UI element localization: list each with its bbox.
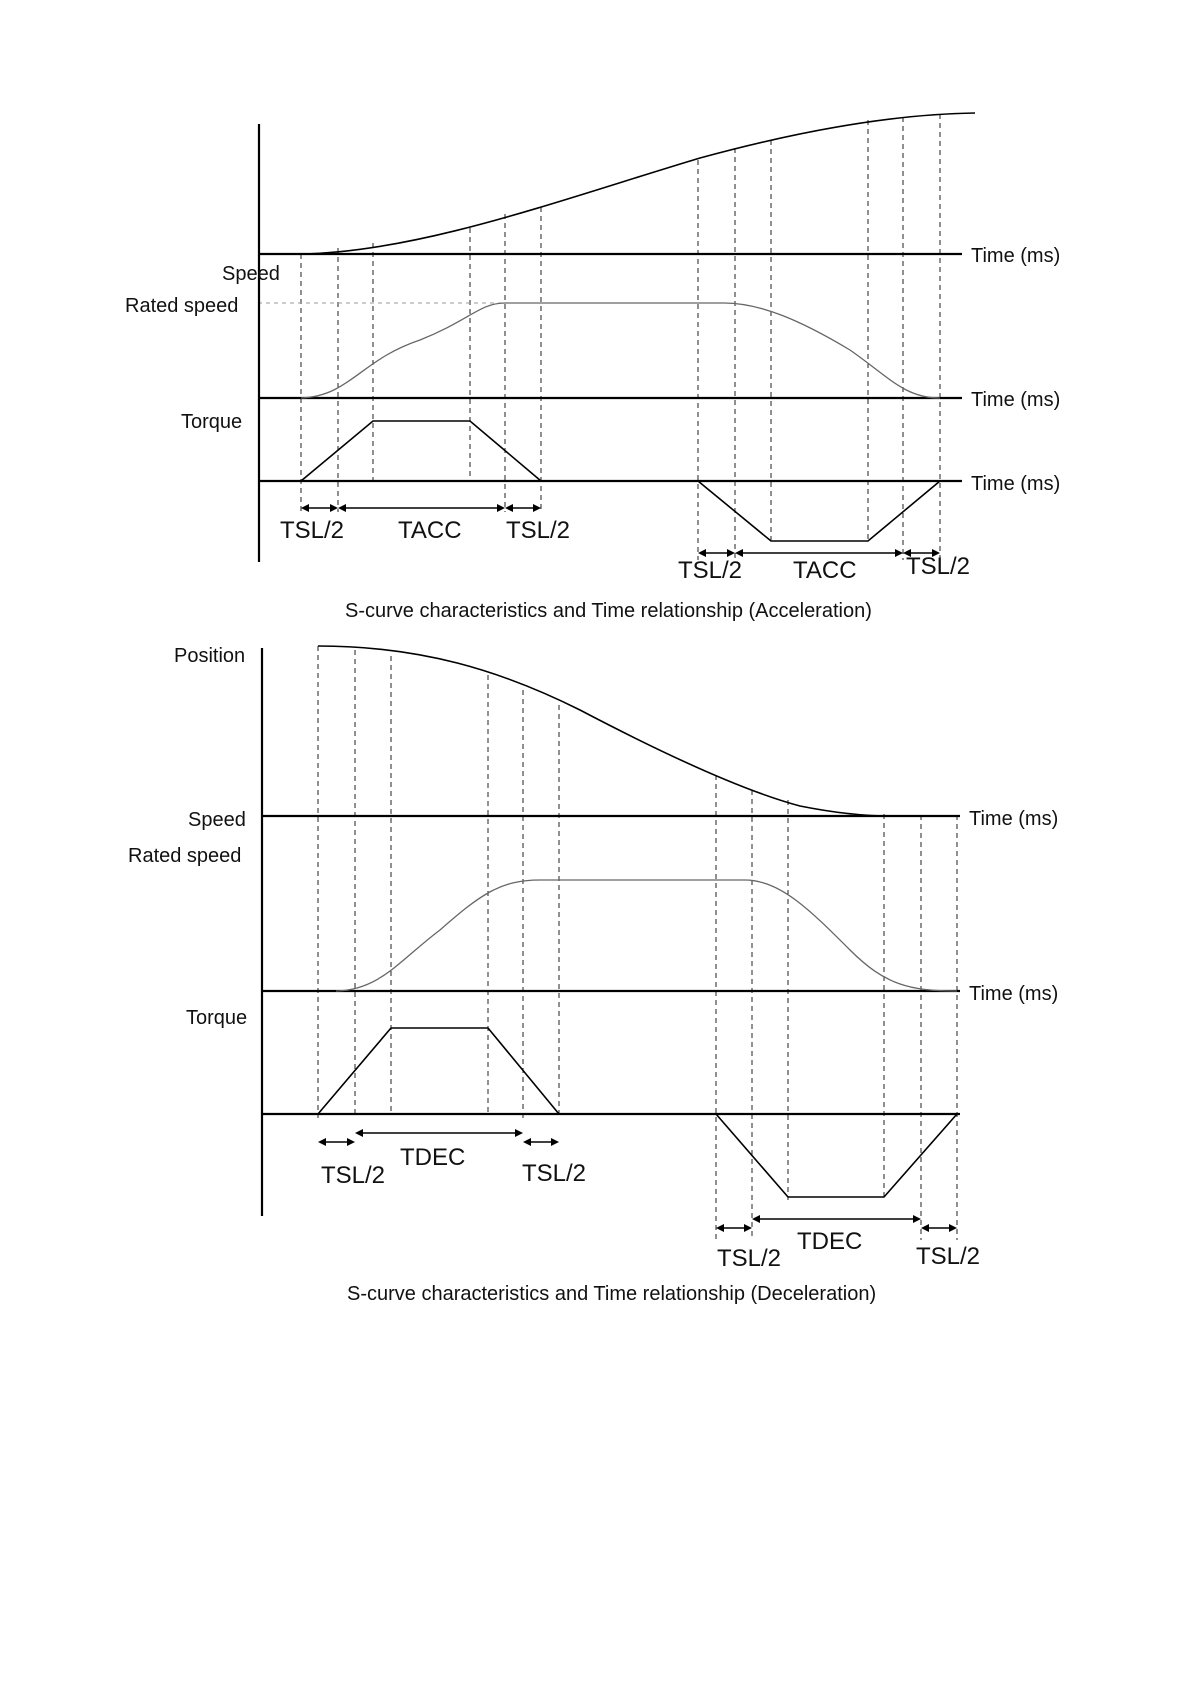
deceleration-torque-positive xyxy=(318,1028,559,1114)
deceleration-speed-curve-fall xyxy=(745,880,957,991)
acceleration-left-tsl-2: TSL/2 xyxy=(506,517,571,544)
deceleration-right-tsl-2: TSL/2 xyxy=(916,1243,981,1270)
acceleration-right-tacc: TACC xyxy=(793,557,857,584)
deceleration-left-tdec: TDEC xyxy=(400,1144,466,1171)
acceleration-torque-negative xyxy=(698,481,940,541)
deceleration-caption: S-curve characteristics and Time relationship (Deceleration) xyxy=(347,1283,877,1305)
deceleration-left-tsl-1: TSL/2 xyxy=(321,1162,386,1189)
deceleration-right-tdec: TDEC xyxy=(797,1228,863,1255)
deceleration-time-label-2: Time (ms) xyxy=(969,983,1059,1005)
acceleration-time-label-3: Time (ms) xyxy=(971,473,1061,495)
deceleration-right-tsl-1: TSL/2 xyxy=(717,1245,782,1272)
acceleration-speed-curve-fall xyxy=(724,303,940,398)
acceleration-right-tsl-1: TSL/2 xyxy=(678,557,743,584)
acceleration-left-tsl-1: TSL/2 xyxy=(280,517,345,544)
acceleration-time-label-1: Time (ms) xyxy=(971,245,1061,267)
acceleration-position-curve xyxy=(301,113,975,254)
acceleration-torque-label: Torque xyxy=(181,411,243,433)
acceleration-speed-label: Speed xyxy=(222,263,280,285)
acceleration-rated-speed-label: Rated speed xyxy=(125,295,239,317)
acceleration-speed-curve-rise xyxy=(301,303,724,398)
acceleration-left-tacc: TACC xyxy=(398,517,462,544)
deceleration-time-label-1: Time (ms) xyxy=(969,808,1059,830)
acceleration-caption: S-curve characteristics and Time relationship (Acceleration) xyxy=(345,600,872,622)
deceleration-left-tsl-2: TSL/2 xyxy=(522,1160,587,1187)
deceleration-figure xyxy=(128,645,1058,1305)
deceleration-position-curve xyxy=(318,646,890,816)
acceleration-time-label-2: Time (ms) xyxy=(971,389,1061,411)
deceleration-torque-label: Torque xyxy=(186,1007,248,1029)
deceleration-position-label: Position xyxy=(174,645,246,667)
acceleration-right-dimensions xyxy=(698,549,940,557)
acceleration-right-tsl-2: TSL/2 xyxy=(906,553,971,580)
deceleration-rated-speed-label: Rated speed xyxy=(128,845,242,867)
acceleration-guide-lines xyxy=(258,114,940,560)
deceleration-speed-curve-rise xyxy=(336,880,745,991)
acceleration-figure xyxy=(125,113,1060,622)
deceleration-speed-label: Speed xyxy=(188,809,246,831)
